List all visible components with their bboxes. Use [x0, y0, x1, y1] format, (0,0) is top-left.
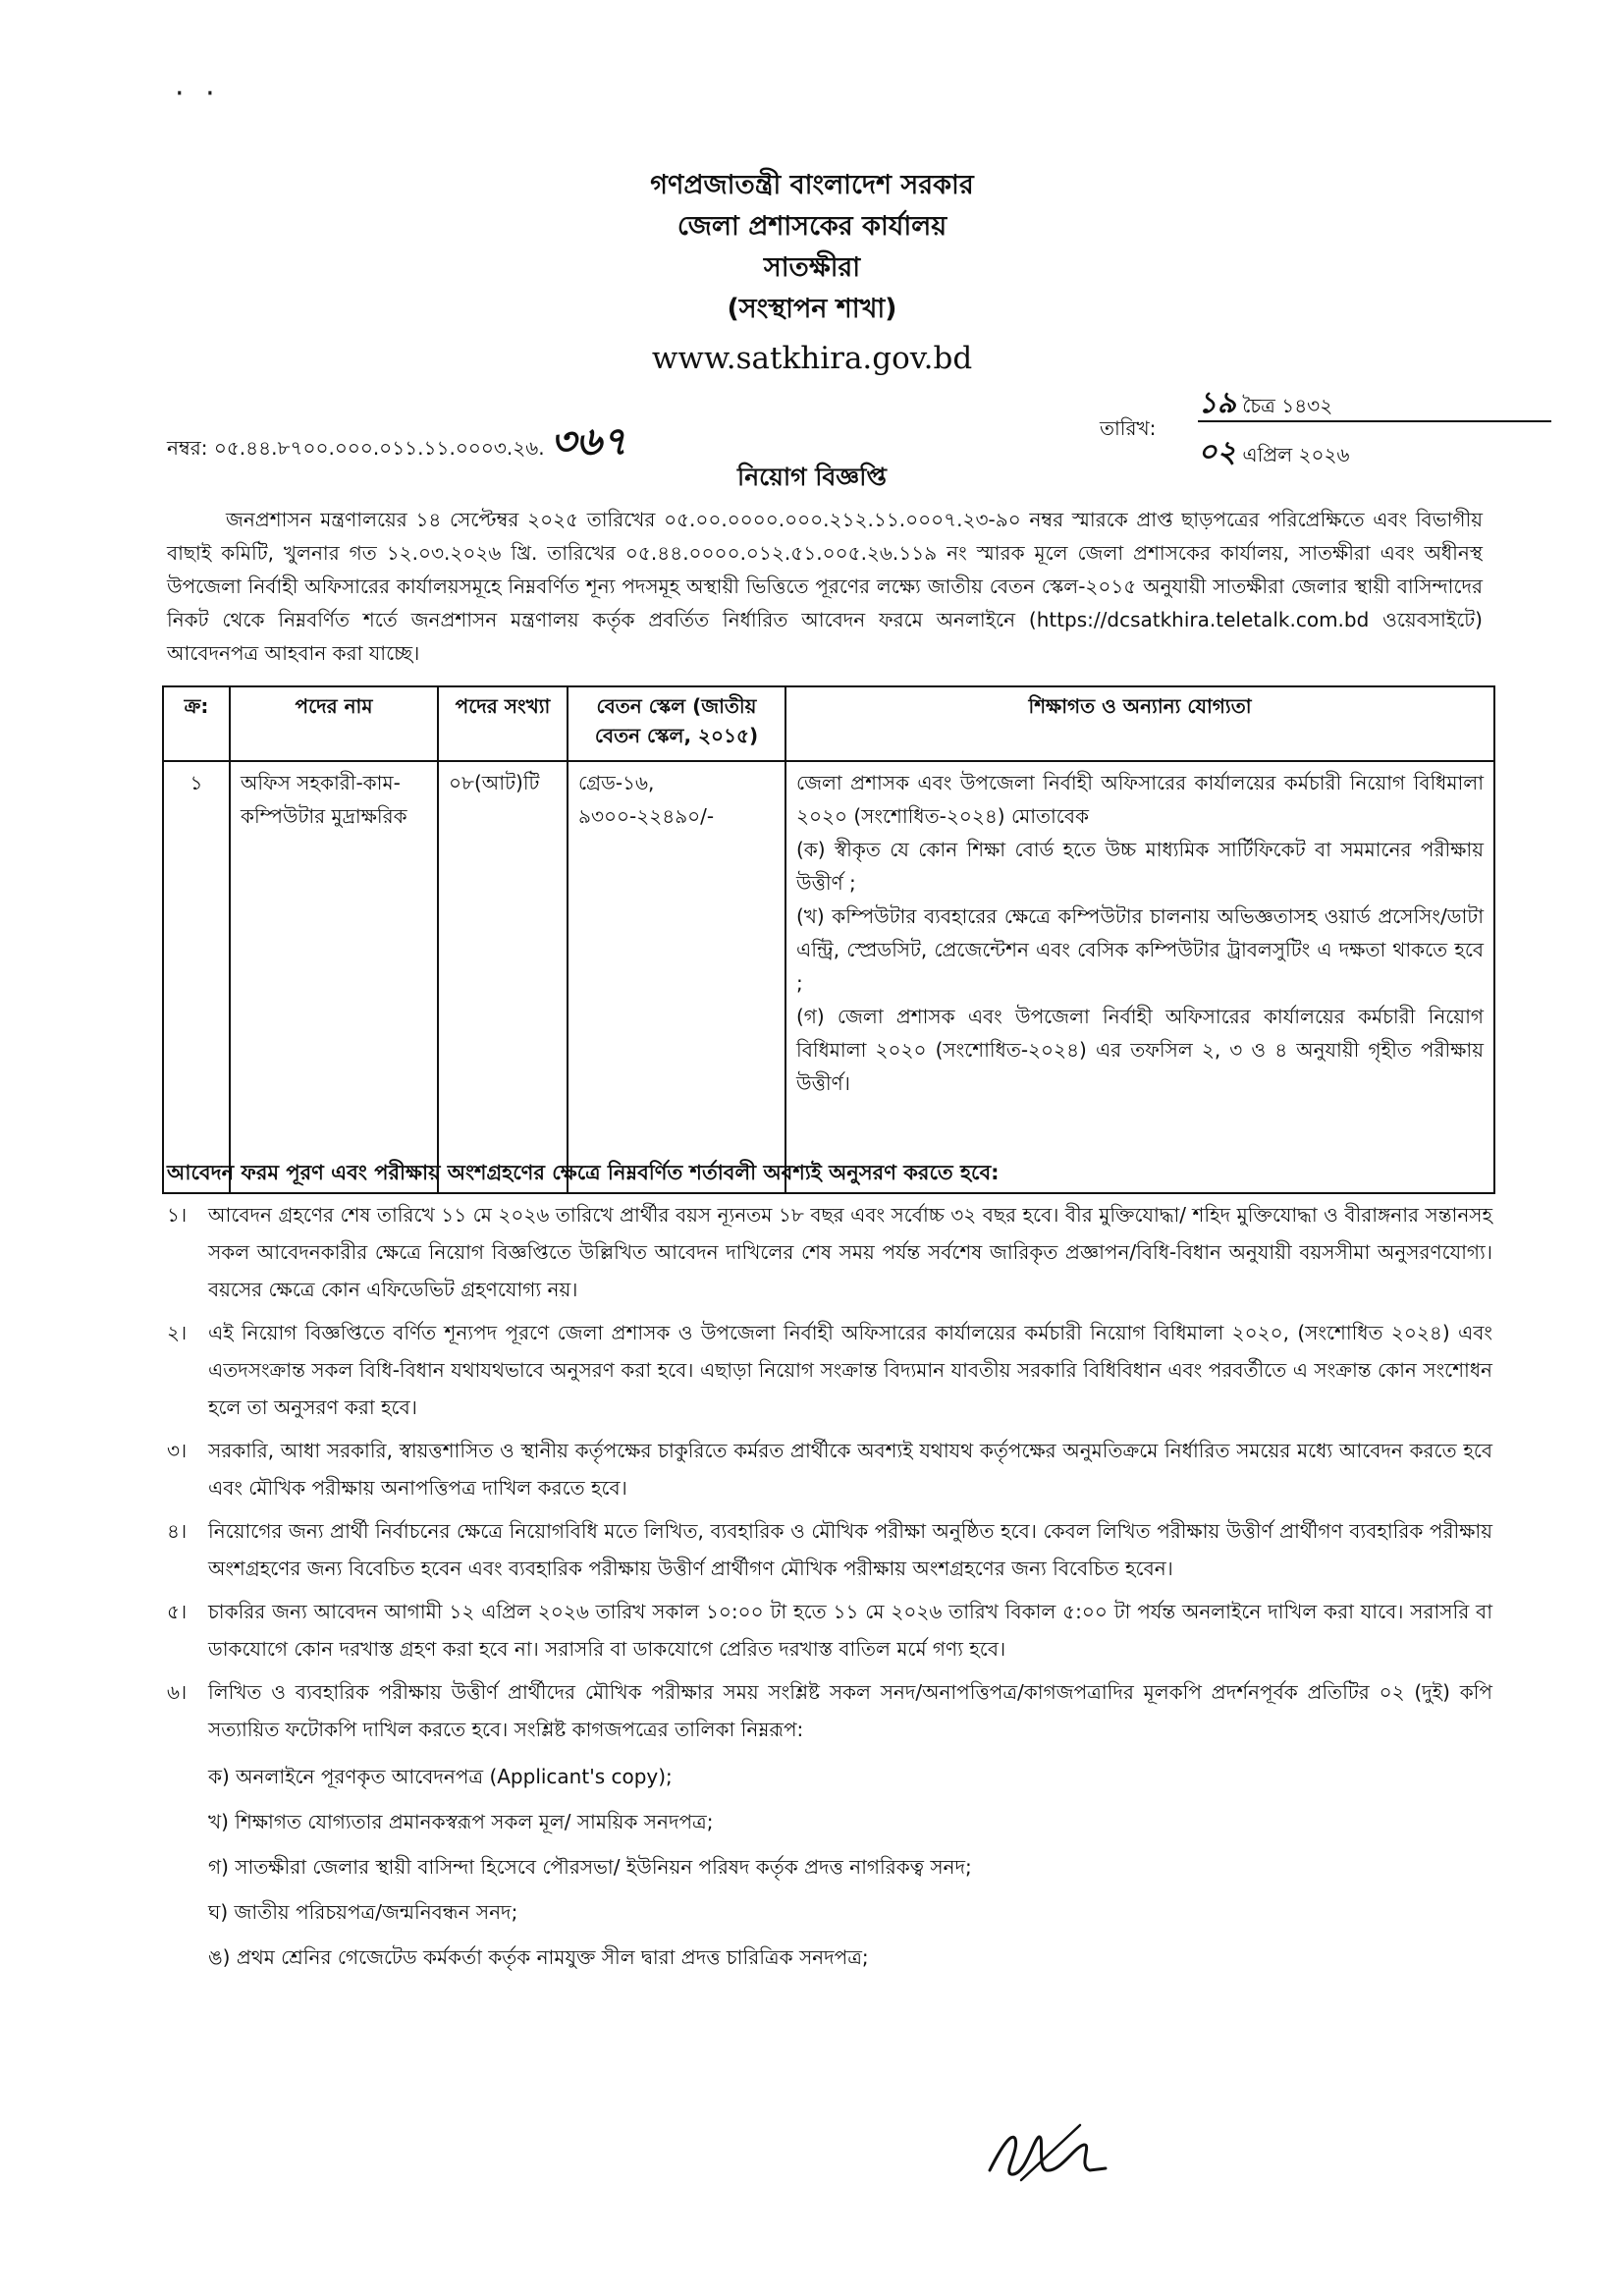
notice-title: নিয়োগ বিজ্ঞপ্তি [737, 463, 887, 491]
condition-text: সরকারি, আধা সরকারি, স্বায়ত্তশাসিত ও স্থানীয় কর্তৃপক্ষের চাকুরিতে কর্মরত প্রার্থীকে অবশ্যই যথাযথ কর্তৃপক্ষের অনুমতিক্রমে নির্ধারিত সময়ের মধ্যে আবেদন করতে হবে এবং মৌখিক পরীক্ষায় অনাপত্তিপত্র দাখিল করতে হবে। [208, 1439, 1492, 1500]
col-qualification: শিক্ষাগত ও অন্যান্য যোগ্যতা [785, 686, 1494, 761]
list-item [167, 1314, 1492, 1426]
website-link[interactable]: www.satkhira.gov.bd [651, 341, 973, 376]
conditions-list [167, 1196, 1492, 1980]
table-header-row [163, 686, 1494, 761]
signature-mark [982, 2111, 1110, 2190]
office-title: জেলা প্রশাসকের কার্যালয় [677, 211, 947, 242]
condition-text: এই নিয়োগ বিজ্ঞপ্তিতে বর্ণিত শূন্যপদ পূরণে জেলা প্রশাসক ও উপজেলা নির্বাহী অফিসারের কার্যালয়ের কর্মচারী নিয়োগ বিধিমালা ২০২০, (সংশোধিত ২০২৪) এবং এতদসংক্রান্ত সকল বিধি-বিধান যথাযথভাবে অনুসরণ করা হবে। এছাড়া নিয়োগ সংক্রান্ত বিদ্যমান যাবতীয় সরকারি বিধিবিধান এবং পরবর্তীতে এ সংক্রান্ত কোন সংশোধন হলে তা অনুসরণ করা হবে। [208, 1321, 1492, 1419]
memo-label: নম্বর: ০৫.৪৪.৮৭০০.০০০.০১১.১১.০০০৩.২৬. [167, 436, 545, 460]
condition-text: লিখিত ও ব্যবহারিক পরীক্ষায় উত্তীর্ণ প্রার্থীদের মৌখিক পরীক্ষার সময় সংশ্লিষ্ট সকল সনদ/অনাপত্তিপত্র/কাগজপত্রাদির মূলকপি প্রদর্শনপূর্বক প্রতিটির ০২ (দুই) কপি সত্যায়িত ফটোকপি দাখিল করতে হবে। সংশ্লিষ্ট কাগজপত্রের তালিকা নিম্নরূপ: [208, 1680, 1492, 1741]
intro-paragraph: জনপ্রশাসন মন্ত্রণালয়ের ১৪ সেপ্টেম্বর ২০২৫ তারিখের ০৫.০০.০০০০.০০০.২১২.১১.০০০৭.২৩-৯০ নম্বর স্মারকে প্রাপ্ত ছাড়পত্রের পরিপ্রেক্ষিতে এবং বিভাগীয় বাছাই কমিটি, খুলনার গত ১২.০৩.২০২৬ খ্রি. তারিখের ০৫.৪৪.০০০০.০১২.৫১.০০৫.২৬.১১৯ নং স্মারক মূলে জেলা প্রশাসকের কার্যালয়, সাতক্ষীরা এবং অধীনস্থ উপজেলা নির্বাহী অফিসারের কার্যালয়সমূহে নিম্নবর্ণিত শূন্য পদসমূহ অস্থায়ী ভিত্তিতে পূরণের লক্ষ্যে জাতীয় বেতন স্কেল-২০১৫ অনুযায়ী সাতক্ষীরা জেলার স্থায়ী বাসিন্দাদের নিকট থেকে নিম্নবর্ণিত শর্তে জনপ্রশাসন মন্ত্রণালয় কর্তৃক প্রবর্তিত নির্ধারিত আবেদন ফরমে অনলাইনে (https://dcsatkhira.teletalk.com.bd ওয়েবসাইটে) আবেদনপত্র আহবান করা যাচ্ছে। [167, 508, 1483, 665]
govt-title: গণপ্রজাতন্ত্রী বাংলাদেশ সরকার [650, 170, 974, 200]
col-serial: ক্র: [163, 686, 230, 761]
letterhead [0, 165, 1624, 383]
date-bangla-day: ১৯ [1198, 386, 1236, 420]
date-bangla-month: চৈত্র ১৪৩২ [1242, 394, 1333, 417]
condition-text: আবেদন গ্রহণের শেষ তারিখে ১১ মে ২০২৬ তারিখে প্রার্থীর বয়স ন্যূনতম ১৮ বছর এবং সর্বোচ্চ ৩২ বছর হবে। বীর মুক্তিযোদ্ধা/ শহিদ মুক্তিযোদ্ধা ও বীরাঙ্গনার সন্তানসহ সকল আবেদনকারীর ক্ষেত্রে নিয়োগ বিজ্ঞপ্তিতে উল্লিখিত আবেদন দাখিলের শেষ সময় পর্যন্ত সর্বশেষ জারিকৃত প্রজ্ঞাপন/বিধি-বিধান অনুযায়ী বয়সসীমা অনুসরণযোগ্য। বয়সের ক্ষেত্রে কোন এফিডেভিট গ্রহণযোগ্য নয়। [208, 1203, 1492, 1301]
date-label: তারিখ: [1100, 416, 1157, 440]
list-item [167, 1593, 1492, 1667]
condition-number: ৪। [167, 1519, 188, 1543]
cell-pay-scale: গ্রেড-১৬, ৯৩০০-২২৪৯০/- [568, 761, 785, 1193]
cell-qualification [785, 761, 1494, 1193]
posts-table [162, 685, 1495, 1194]
conditions-title: আবেদন ফরম পূরণ এবং পরীক্ষায় অংশগ্রহণের ক্ষেত্রে নিম্নবর্ণিত শর্তাবলী অবশ্যই অনুসরণ করতে হবে: [167, 1161, 1000, 1184]
list-item [167, 1196, 1492, 1308]
scan-specks: · · [175, 77, 221, 111]
list-item [167, 1512, 1492, 1587]
col-post-count: পদের সংখ্যা [438, 686, 568, 761]
condition-number: ২। [167, 1321, 188, 1344]
document-item: গ) সাতক্ষীরা জেলার স্থায়ী বাসিন্দা হিসেবে পৌরসভা/ ইউনিয়ন পরিষদ কর্তৃক প্রদত্ত নাগরিকত্ব সনদ; [208, 1855, 972, 1879]
document-item: ঙ) প্রথম শ্রেনির গেজেটেড কর্মকর্তা কর্তৃক নামযুক্ত সীল দ্বারা প্রদত্ত চারিত্রিক সনদপত্র; [208, 1945, 869, 1969]
document-item: খ) শিক্ষাগত যোগ্যতার প্রমানকস্বরূপ সকল মূল/ সাময়িক সনদপত্র; [208, 1810, 714, 1833]
col-pay-scale: বেতন স্কেল (জাতীয় বেতন স্কেল, ২০১৫) [568, 686, 785, 761]
qualification-kha: (খ) কম্পিউটার ব্যবহারের ক্ষেত্রে কম্পিউটার চালনায় অভিজ্ঞতাসহ ওয়ার্ড প্রসেসিং/ডাটা এন্ট্রি, স্প্রেডসিট, প্রেজেন্টেশন এবং বেসিক কম্পিউটার ট্রাবলসুটিং এ দক্ষতা থাকতে হবে ; [796, 904, 1484, 995]
table-row [163, 761, 1494, 1193]
qualification-intro: জেলা প্রশাসক এবং উপজেলা নির্বাহী অফিসারের কার্যালয়ের কর্মচারী নিয়োগ বিধিমালা ২০২০ (সংশোধিত-২০২৪) মোতাবেক [796, 771, 1484, 828]
memo-handwritten-number: ৩৬৭ [550, 419, 627, 465]
list-item [167, 1432, 1492, 1506]
condition-text: চাকরির জন্য আবেদন আগামী ১২ এপ্রিল ২০২৬ তারিখ সকাল ১০:০০ টা হতে ১১ মে ২০২৬ তারিখ বিকাল ৫:০০ টা পর্যন্ত অনলাইনে দাখিল করা যাবে। সরাসরি বা ডাকযোগে কোন দরখাস্ত গ্রহণ করা হবে না। সরাসরি বা ডাকযোগে প্রেরিত দরখাস্ত বাতিল মর্মে গণ্য হবে। [208, 1600, 1492, 1661]
cell-post-name: অফিস সহকারী-কাম-কম্পিউটার মুদ্রাক্ষরিক [230, 761, 438, 1193]
qualification-ka: (ক) স্বীকৃত যে কোন শিক্ষা বোর্ড হতে উচ্চ মাধ্যমিক সার্টিফিকেট বা সমমানের পরীক্ষায় উত্তীর্ণ ; [796, 838, 1484, 895]
list-item [167, 1673, 1492, 1748]
condition-number: ৬। [167, 1680, 188, 1704]
district-title: সাতক্ষীরা [763, 252, 861, 283]
condition-text: নিয়োগের জন্য প্রার্থী নির্বাচনের ক্ষেত্রে নিয়োগবিধি মতে লিখিত, ব্যবহারিক ও মৌখিক পরীক্ষা অনুষ্ঠিত হবে। কেবল লিখিত পরীক্ষায় উত্তীর্ণ প্রার্থীগণ ব্যবহারিক পরীক্ষায় অংশগ্রহণের জন্য বিবেচিত হবেন এবং ব্যবহারিক পরীক্ষায় উত্তীর্ণ প্রার্থীগণ মৌখিক পরীক্ষায় অংশগ্রহণের জন্য বিবেচিত হবেন। [208, 1519, 1492, 1580]
document-item: ঘ) জাতীয় পরিচয়পত্র/জন্মনিবন্ধন সনদ; [208, 1900, 518, 1924]
condition-number: ১। [167, 1203, 188, 1227]
qualification-ga: (গ) জেলা প্রশাসক এবং উপজেলা নির্বাহী অফিসারের কার্যালয়ের কর্মচারী নিয়োগ বিধিমালা ২০২০ (সংশোধিত-২০২৪) এর তফসিল ২, ৩ ও ৪ অনুযায়ী গৃহীত পরীক্ষায় উত্তীর্ণ। [796, 1005, 1484, 1095]
condition-number: ৩। [167, 1439, 188, 1462]
documents-list [208, 1754, 1492, 1980]
date-english-day: ০২ [1198, 435, 1237, 469]
section-title: (সংস্থাপন শাখা) [727, 294, 897, 324]
date-english-month: এপ্রিল ২০২৬ [1242, 443, 1350, 466]
col-post-name: পদের নাম [230, 686, 438, 761]
cell-serial: ১ [163, 761, 230, 1193]
cell-post-count: ০৮(আট)টি [438, 761, 568, 1193]
condition-number: ৫। [167, 1600, 188, 1623]
document-item: ক) অনলাইনে পূরণকৃত আবেদনপত্র (Applicant's copy); [208, 1765, 673, 1788]
